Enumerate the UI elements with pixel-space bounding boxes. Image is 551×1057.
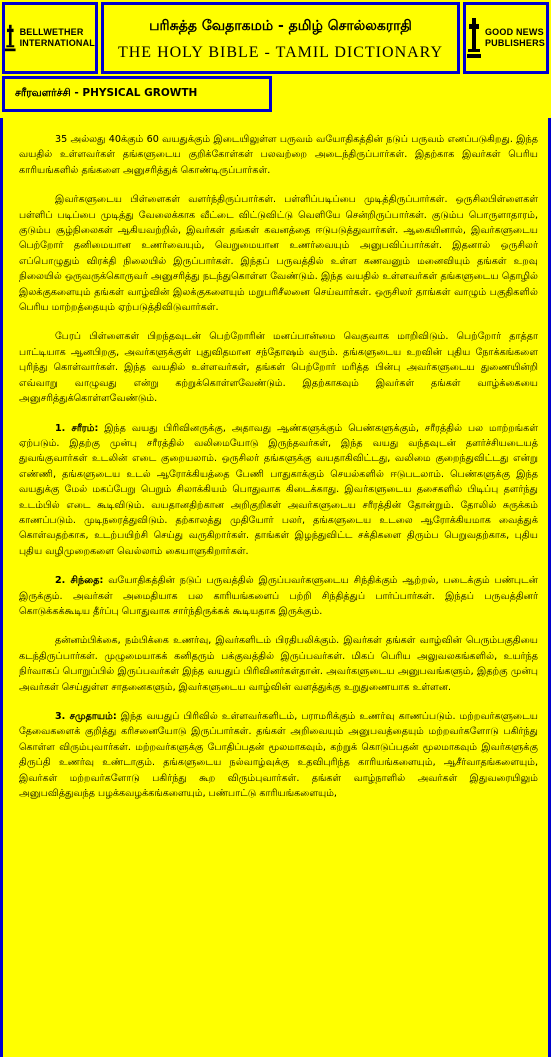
publisher-right-line1: GOOD NEWS <box>484 27 544 37</box>
lamp-icon <box>467 16 481 60</box>
publisher-right-line2: PUBLISHERS <box>484 38 545 48</box>
paragraph-mind: 2. சிந்தை: வயோதிகத்தின் நடுப் பருவத்தில் இருப்பவர்களுடைய சிந்திக்கும் ஆற்றல், படைக்கும் பண்புடன் இருக்கும். அவர்கள் அமைதியாக பல காரியங்களைப் பற்றி சிந்தித்துப் பார்ப்பார்கள். இந்தப் பருவத்தினர் கொடுக்கக்கூடிய தீர்ப்பு பொதுவாக சார்ந்திருக்கக் கூடியதாக இருக்கும். <box>19 575 538 617</box>
publisher-left-line1: BELLWETHER <box>19 27 84 37</box>
publisher-left-line2: INTERNATIONAL <box>19 38 95 48</box>
bellwether-logo-box <box>2 2 98 74</box>
article-body <box>0 118 551 1057</box>
lamp-icon <box>5 16 16 60</box>
paragraph: 35 அல்லது 40க்கும் 60 வயதுக்கும் இடையிலுள்ள பருவம் வயோதிகத்தின் நடுப் பருவம் எனப்படுகிறது. இந்த வயதில் உள்ளவர்கள் தங்களுடைய குறிக்கோள்கள் பலவற்றை அடைந்திருப்பார்கள். இதற்காக இவர்கள் பெரிய காரியங்களில் தங்களை அனுசரித்துக் கொண்டிருப்பார்கள். <box>19 134 538 176</box>
paragraph-society: 3. சமுதாயம்: இந்த வயதுப் பிரிவில் உள்ளவர்களிடம், பராமரிக்கும் உணர்வு காணப்படும். மற்றவர்களுடைய தேவைகளைக் குறித்து கரிசனையோடு இருப்பார்கள். தங்கள் அறிவையும் அனுபவத்தையும் மற்றவர்களோடு பகிர்ந்து கொள்ள விரும்புவார்கள். மற்றவர்களுக்கு போதிப்பதன் மூலமாகவும், கற்றுக் கொடுப்பதன் மூலமாகவும் இவர்களுக்கு திருப்தி உணர்வு உண்டாகும். தங்களுடைய நல்வாழ்வுக்கு உதவிபுரிந்த காரியங்களையும், ஆசீர்வாதங்களையும், இவர்கள் மற்றவர்களோடு பகிர்ந்து கூற விரும்புவார்கள். தங்கள் வாழ்நாளில் அவர்கள் இதுவரையிலும் அனுபவித்துவந்த பழக்கவழக்கங்களையும், பண்பாட்டு காரியங்களையும், <box>19 711 538 800</box>
heading-society: 3. சமுதாயம்: <box>55 711 117 722</box>
paragraph: இவர்களுடைய பிள்ளைகள் வளர்ந்திருப்பார்கள். பள்ளிப்படிப்பை முடித்திருப்பார்கள். ஒருசிலபிள்ளைகள் பள்ளிப் படிப்பை முடித்து வேலைக்காக வீட்டை விட்டுவிட்டு வெளியே சென்றிருப்பார்கள். குடும்ப பொருளாதாரம், குடும்ப சூழ்நிலைகள் ஆகியவற்றில், இவர்கள் தங்கள் கவனத்தை ஈடுபடுத்துவார்கள். ஆகையினால், இவர்களுடைய பெற்றோர் தனிமையான உணர்வையும், வெறுமையான உணர்வையும் அனுபவிப்பார்கள். இதனால் ஒருசிலர் எப்பொழுதும் விரக்தி நிலையில் இருப்பார்கள். இந்தப் பருவத்தில் உள்ள கணவனும் மனைவியும் தங்கள் உறவு நிலையில் ஒருவருக்கொருவர் அனுசரித்து நடந்துகொள்ள வேண்டும். இந்த வயதில் உள்ளவர்கள் தங்களுடைய தொழில் இலக்குகளையும் தங்கள் வாழ்வின் இலக்குகளையும் மறுபரிசீலனை செய்வார்கள். ஒருசிலர் தாங்கள் வாழும் பகுதிகளில் பெரிய மாற்றத்தையும் ஏற்படுத்திவிடுவார்கள். <box>19 194 538 314</box>
title-english: THE HOLY BIBLE - TAMIL DICTIONARY <box>117 44 444 61</box>
section-title: சரீரவளர்ச்சி - PHYSICAL GROWTH <box>15 87 198 99</box>
paragraph: பேரப் பிள்ளைகள் பிறந்தவுடன் பெற்றோரின் மனப்பான்மை வெகுவாக மாறிவிடும். பெற்றோர் தாத்தா பாட்டியாக ஆனபிறகு, அவர்களுக்குள் புதுவிதமான சந்தோஷம் வரும். தங்களுடைய உறவின் புதிய நோக்கங்களை புரிந்து கொள்வார்கள். இந்த வயதில் உள்ளவர்கள், தங்கள் பெற்றோர் மரித்த பின்பு அவர்களுடைய துணையின்றி எவ்வாறு வாழுவது என்று கற்றுக்கொள்ளவேண்டும். இதற்காகவும் இவர்கள் தங்கள் வாழ்க்கையை அனுசரித்துக்கொள்ளவேண்டும். <box>19 331 538 405</box>
heading-physical: 1. சரீரம்: <box>55 422 99 434</box>
title-box <box>101 2 460 74</box>
paragraph-physical: 1. சரீரம்: இந்த வயது பிரிவினருக்கு, அதாவது ஆண்களுக்கும் பெண்களுக்கும், சரீரத்தில் பல மாற்றங்கள் ஏற்படும். இதற்கு முன்பு சரீரத்தில் வலிமையோடு இருந்தவர்கள், இந்த வயது வந்தவுடன் தளர்ச்சியடையத் துவங்குவார்கள் உடலின் எடை குறையலாம். ஒருசிலர் தங்களுக்கு வயதாகிவிட்டது, வலிமை குறைந்துவிட்டது என்று எண்ணி, தங்களுடைய உடல் ஆரோக்கியத்தை பேணி பாதுகாக்கும் செயல்களில் ஈடுபடலாம். பெண்களுக்கு இந்த வயதுக்கு மேல் மகப்பேறு பெறும் சிலாக்கியம் பொதுவாக கிடைக்காது. இவர்களுடைய தசைகளில் பிடிப்பு தளர்ந்து உடம்பில் எடை கூடிவிடும். வயதானதிற்கான அறிகுறிகள் அவர்களுடைய சரீரத்தின் தோன்றும். தோலில் சுருக்கம் காணப்படும். முடிநரைத்துவிடும். தற்காலத்து முதியோர் பலர், தங்களுடைய உடலை ஆரோக்கியமாக வைத்துக் கொள்வதற்காக, உடற்பயிற்சி செய்து வருகிறார்கள். தாங்கள் இழந்துவிட்ட சக்திகளை திரும்ப பெறுவதற்காக, புதிய புதிய வழிமுறைகளை வெல்லாம் கையாளுகிறார்கள். <box>19 422 538 557</box>
good-news-logo-box <box>463 2 549 74</box>
paragraph: தன்னம்பிக்கை, நம்பிக்கை உணர்வு, இவர்களிடம் பிரதிபலிக்கும். இவர்கள் தங்கள் வாழ்வின் பெரும்பகுதியை கடந்திருப்பார்கள். முழுமையாகக் கனிதரும் பக்குவத்தில் இருப்பவர்கள். மிகப் பெரிய அலுவலகங்களில், உயர்ந்த நிர்வாகப் பொறுப்பில் இருப்பவர்கள் இந்த வயதுப் பிரிவினர்கள்தான். அவர்களுடைய அனுபவங்களும், இதற்கு முன்பு அவர்கள் செய்துள்ள சாதனைகளும், இவர்களுடைய வாழ்வின் வளத்துக்கு உறுதுணையாக உள்ளன. <box>19 635 538 693</box>
section-heading-box <box>2 76 272 112</box>
title-tamil: பரிசுத்த வேதாகமம் - தமிழ் சொல்லகராதி <box>149 18 412 34</box>
heading-mind: 2. சிந்தை: <box>55 575 104 587</box>
